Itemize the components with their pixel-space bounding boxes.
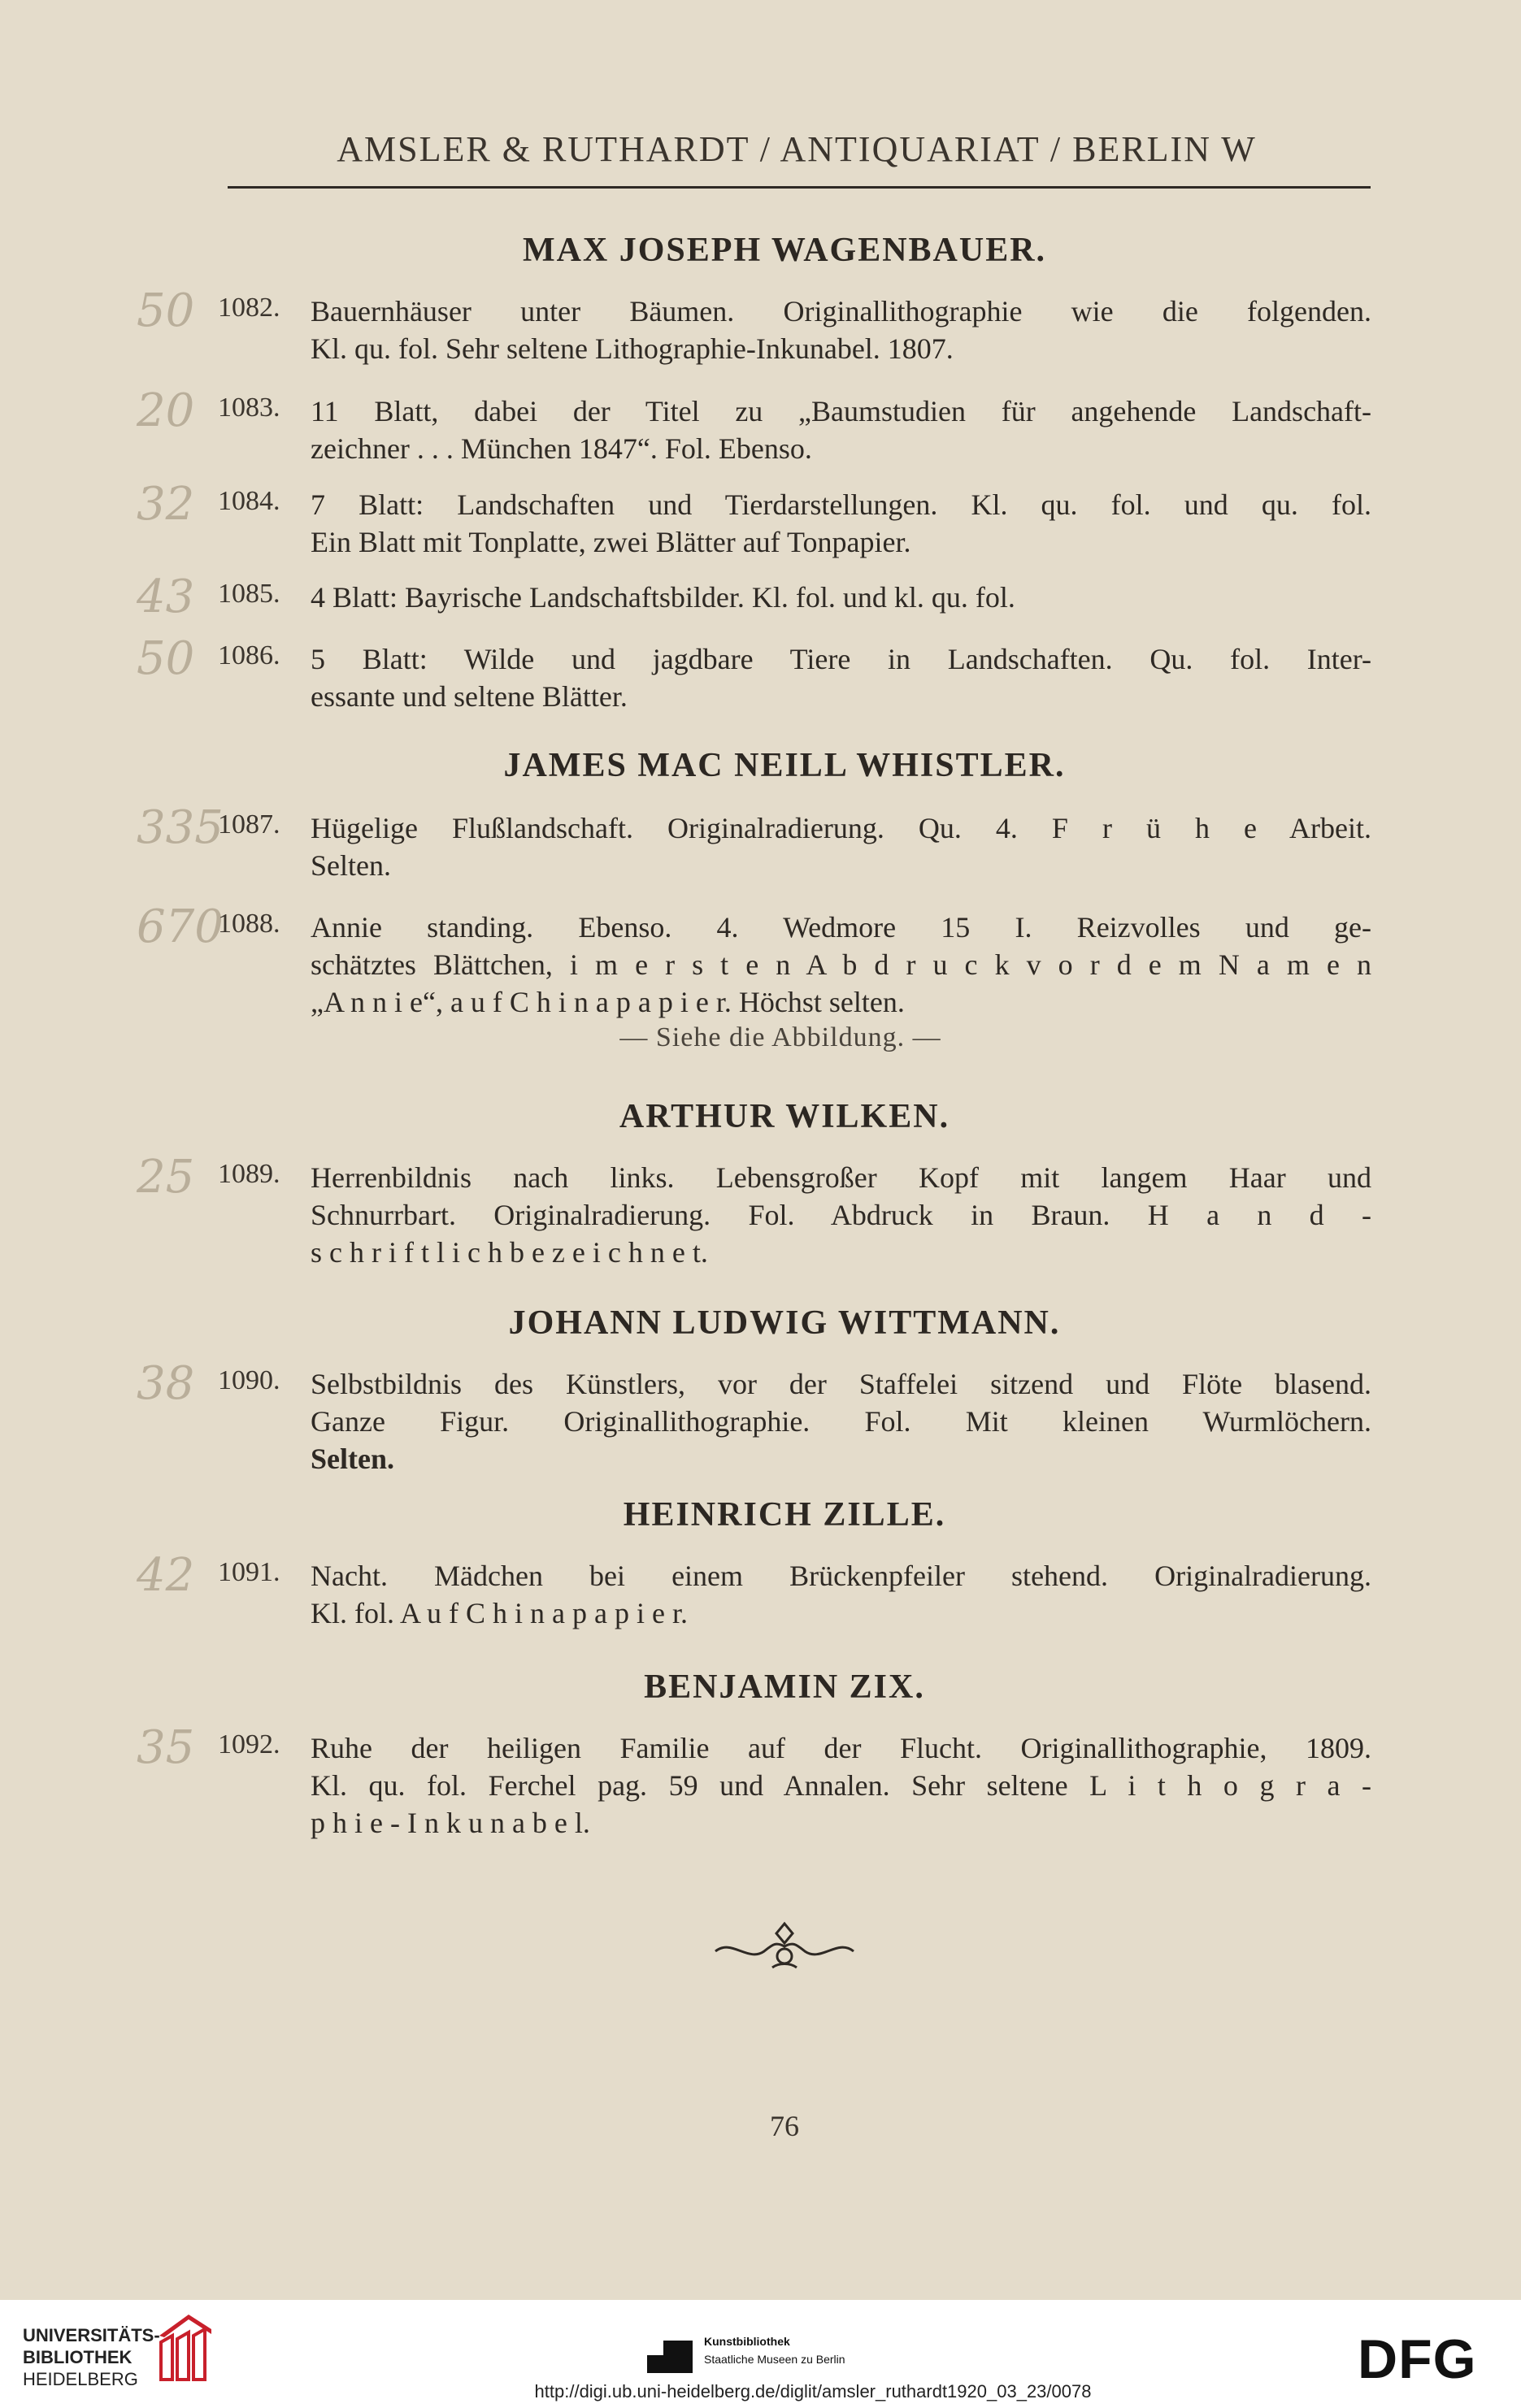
section-heading-wittmann: JOHANN LUDWIG WITTMANN. bbox=[508, 1304, 1061, 1342]
entry-number: 1089. bbox=[218, 1159, 280, 1189]
entry-line: Selten. bbox=[311, 1443, 394, 1475]
entry-line: Annie standing. Ebenso. 4. Wedmore 15 I. Reizvolles und ge- bbox=[311, 911, 1371, 944]
entry-line: essante und seltene Blätter. bbox=[311, 680, 628, 713]
handwritten-price: 50 bbox=[137, 632, 195, 685]
handwritten-price: 335 bbox=[137, 801, 224, 854]
header-rule bbox=[228, 186, 1371, 189]
library-line: HEIDELBERG bbox=[23, 2369, 138, 2389]
digitization-footer bbox=[0, 2300, 1521, 2408]
entry-line: p h i e - I n k u n a b e l. bbox=[311, 1807, 590, 1839]
handwritten-price: 20 bbox=[137, 384, 195, 437]
handwritten-price: 32 bbox=[137, 478, 195, 531]
section-heading-wilken: ARTHUR WILKEN. bbox=[619, 1098, 950, 1135]
catalog-entry-1092 bbox=[0, 1721, 1521, 1839]
entry-line: schätztes Blättchen, i m e r s t e n A b d r u c k v o r d e m N a m e n bbox=[311, 948, 1371, 981]
entry-number: 1085. bbox=[218, 579, 280, 609]
handwritten-price: 35 bbox=[137, 1721, 195, 1774]
kunstbibliothek-label bbox=[704, 2332, 845, 2368]
entry-number: 1083. bbox=[218, 393, 280, 423]
entry-number: 1084. bbox=[218, 486, 280, 516]
page-number: 76 bbox=[770, 2110, 799, 2142]
entry-line: Nacht. Mädchen bei einem Brückenpfeiler stehend. Originalradierung. bbox=[311, 1560, 1371, 1592]
catalog-entry-1087 bbox=[0, 801, 1521, 907]
university-library-label[interactable] bbox=[23, 2324, 160, 2390]
university-library-logo-icon[interactable] bbox=[153, 2311, 218, 2381]
kunstbibliothek-logo-icon[interactable] bbox=[647, 2341, 693, 2373]
catalog-entry-1082 bbox=[0, 284, 1521, 390]
illustration-note: — Siehe die Abbildung. — bbox=[619, 1022, 941, 1052]
entry-line: Kl. qu. fol. Sehr seltene Lithographie-Inkunabel. 1807. bbox=[311, 332, 954, 365]
entry-number: 1088. bbox=[218, 909, 280, 939]
entry-line: Selten. bbox=[311, 849, 391, 882]
catalog-entry-1090 bbox=[0, 1357, 1521, 1475]
entry-line: Hügelige Flußlandschaft. Originalradierung. Qu. 4. F r ü h e Arbeit. bbox=[311, 812, 1371, 844]
section-heading-whistler: JAMES MAC NEILL WHISTLER. bbox=[503, 747, 1066, 784]
kb-line: Staatliche Museen zu Berlin bbox=[704, 2353, 845, 2366]
entry-number: 1092. bbox=[218, 1729, 280, 1759]
entry-number: 1086. bbox=[218, 640, 280, 670]
entry-line: 4 Blatt: Bayrische Landschaftsbilder. Kl. fol. und kl. qu. fol. bbox=[311, 581, 1015, 614]
handwritten-price: 50 bbox=[137, 284, 195, 337]
section-heading-zix: BENJAMIN ZIX. bbox=[644, 1668, 925, 1706]
catalog-entry-1083 bbox=[0, 384, 1521, 490]
dfg-logo[interactable]: DFG bbox=[1358, 2328, 1477, 2390]
entry-line: Herrenbildnis nach links. Lebensgroßer Kopf mit langem Haar und bbox=[311, 1161, 1371, 1194]
library-line: UNIVERSITÄTS- bbox=[23, 2325, 160, 2345]
entry-number: 1090. bbox=[218, 1365, 280, 1395]
handwritten-price: 43 bbox=[137, 571, 195, 623]
entry-line: zeichner . . . München 1847“. Fol. Ebenso. bbox=[311, 432, 812, 465]
catalog-entry-1088 bbox=[0, 900, 1521, 1018]
permalink-url[interactable]: http://digi.ub.uni-heidelberg.de/diglit/amsler_ruthardt1920_03_23/0078 bbox=[534, 2381, 1092, 2401]
entry-number: 1082. bbox=[218, 293, 280, 323]
handwritten-price: 38 bbox=[137, 1357, 195, 1410]
entry-line: Bauernhäuser unter Bäumen. Originallithographie wie die folgenden. bbox=[311, 295, 1371, 328]
entry-line: 7 Blatt: Landschaften und Tierdarstellungen. Kl. qu. fol. und qu. fol. bbox=[311, 488, 1371, 521]
entry-line: s c h r i f t l i c h b e z e i c h n e t. bbox=[311, 1236, 708, 1269]
entry-number: 1091. bbox=[218, 1557, 280, 1587]
running-head: AMSLER & RUTHARDT / ANTIQUARIAT / BERLIN W bbox=[337, 129, 1257, 169]
entry-line: Ganze Figur. Originallithographie. Fol. Mit kleinen Wurmlöchern. bbox=[311, 1405, 1371, 1438]
section-heading-wagenbauer: MAX JOSEPH WAGENBAUER. bbox=[522, 232, 1047, 269]
entry-number: 1087. bbox=[218, 809, 280, 840]
catalog-entry-1091 bbox=[0, 1549, 1521, 1655]
library-line: BIBLIOTHEK bbox=[23, 2347, 133, 2367]
entry-line: Schnurrbart. Originalradierung. Fol. Abdruck in Braun. H a n d - bbox=[311, 1199, 1371, 1231]
entry-line: 5 Blatt: Wilde und jagdbare Tiere in Landschaften. Qu. fol. Inter- bbox=[311, 643, 1371, 675]
ornament-vignette bbox=[707, 1914, 862, 1979]
entry-line: Kl. fol. A u f C h i n a p a p i e r. bbox=[311, 1597, 688, 1629]
entry-line: „A n n i e“, a u f C h i n a p a p i e r. Höchst selten. bbox=[311, 986, 905, 1018]
entry-line: Ruhe der heiligen Familie auf der Flucht. Originallithographie, 1809. bbox=[311, 1732, 1371, 1764]
entry-line: Selbstbildnis des Künstlers, vor der Staffelei sitzend und Flöte blasend. bbox=[311, 1368, 1371, 1400]
section-heading-zille: HEINRICH ZILLE. bbox=[623, 1496, 946, 1534]
handwritten-price: 670 bbox=[137, 900, 224, 953]
entry-line: Kl. qu. fol. Ferchel pag. 59 und Annalen. Sehr seltene L i t h o g r a - bbox=[311, 1769, 1371, 1802]
handwritten-price: 42 bbox=[137, 1549, 195, 1602]
kb-line: Kunstbibliothek bbox=[704, 2335, 790, 2348]
entry-line: Ein Blatt mit Tonplatte, zwei Blätter auf Tonpapier. bbox=[311, 526, 911, 558]
catalog-entry-1089 bbox=[0, 1151, 1521, 1269]
catalog-entry-1086 bbox=[0, 632, 1521, 738]
handwritten-price: 25 bbox=[137, 1151, 195, 1204]
catalog-entry-1084 bbox=[0, 478, 1521, 584]
entry-line: 11 Blatt, dabei der Titel zu „Baumstudien für angehende Landschaft- bbox=[311, 395, 1371, 427]
